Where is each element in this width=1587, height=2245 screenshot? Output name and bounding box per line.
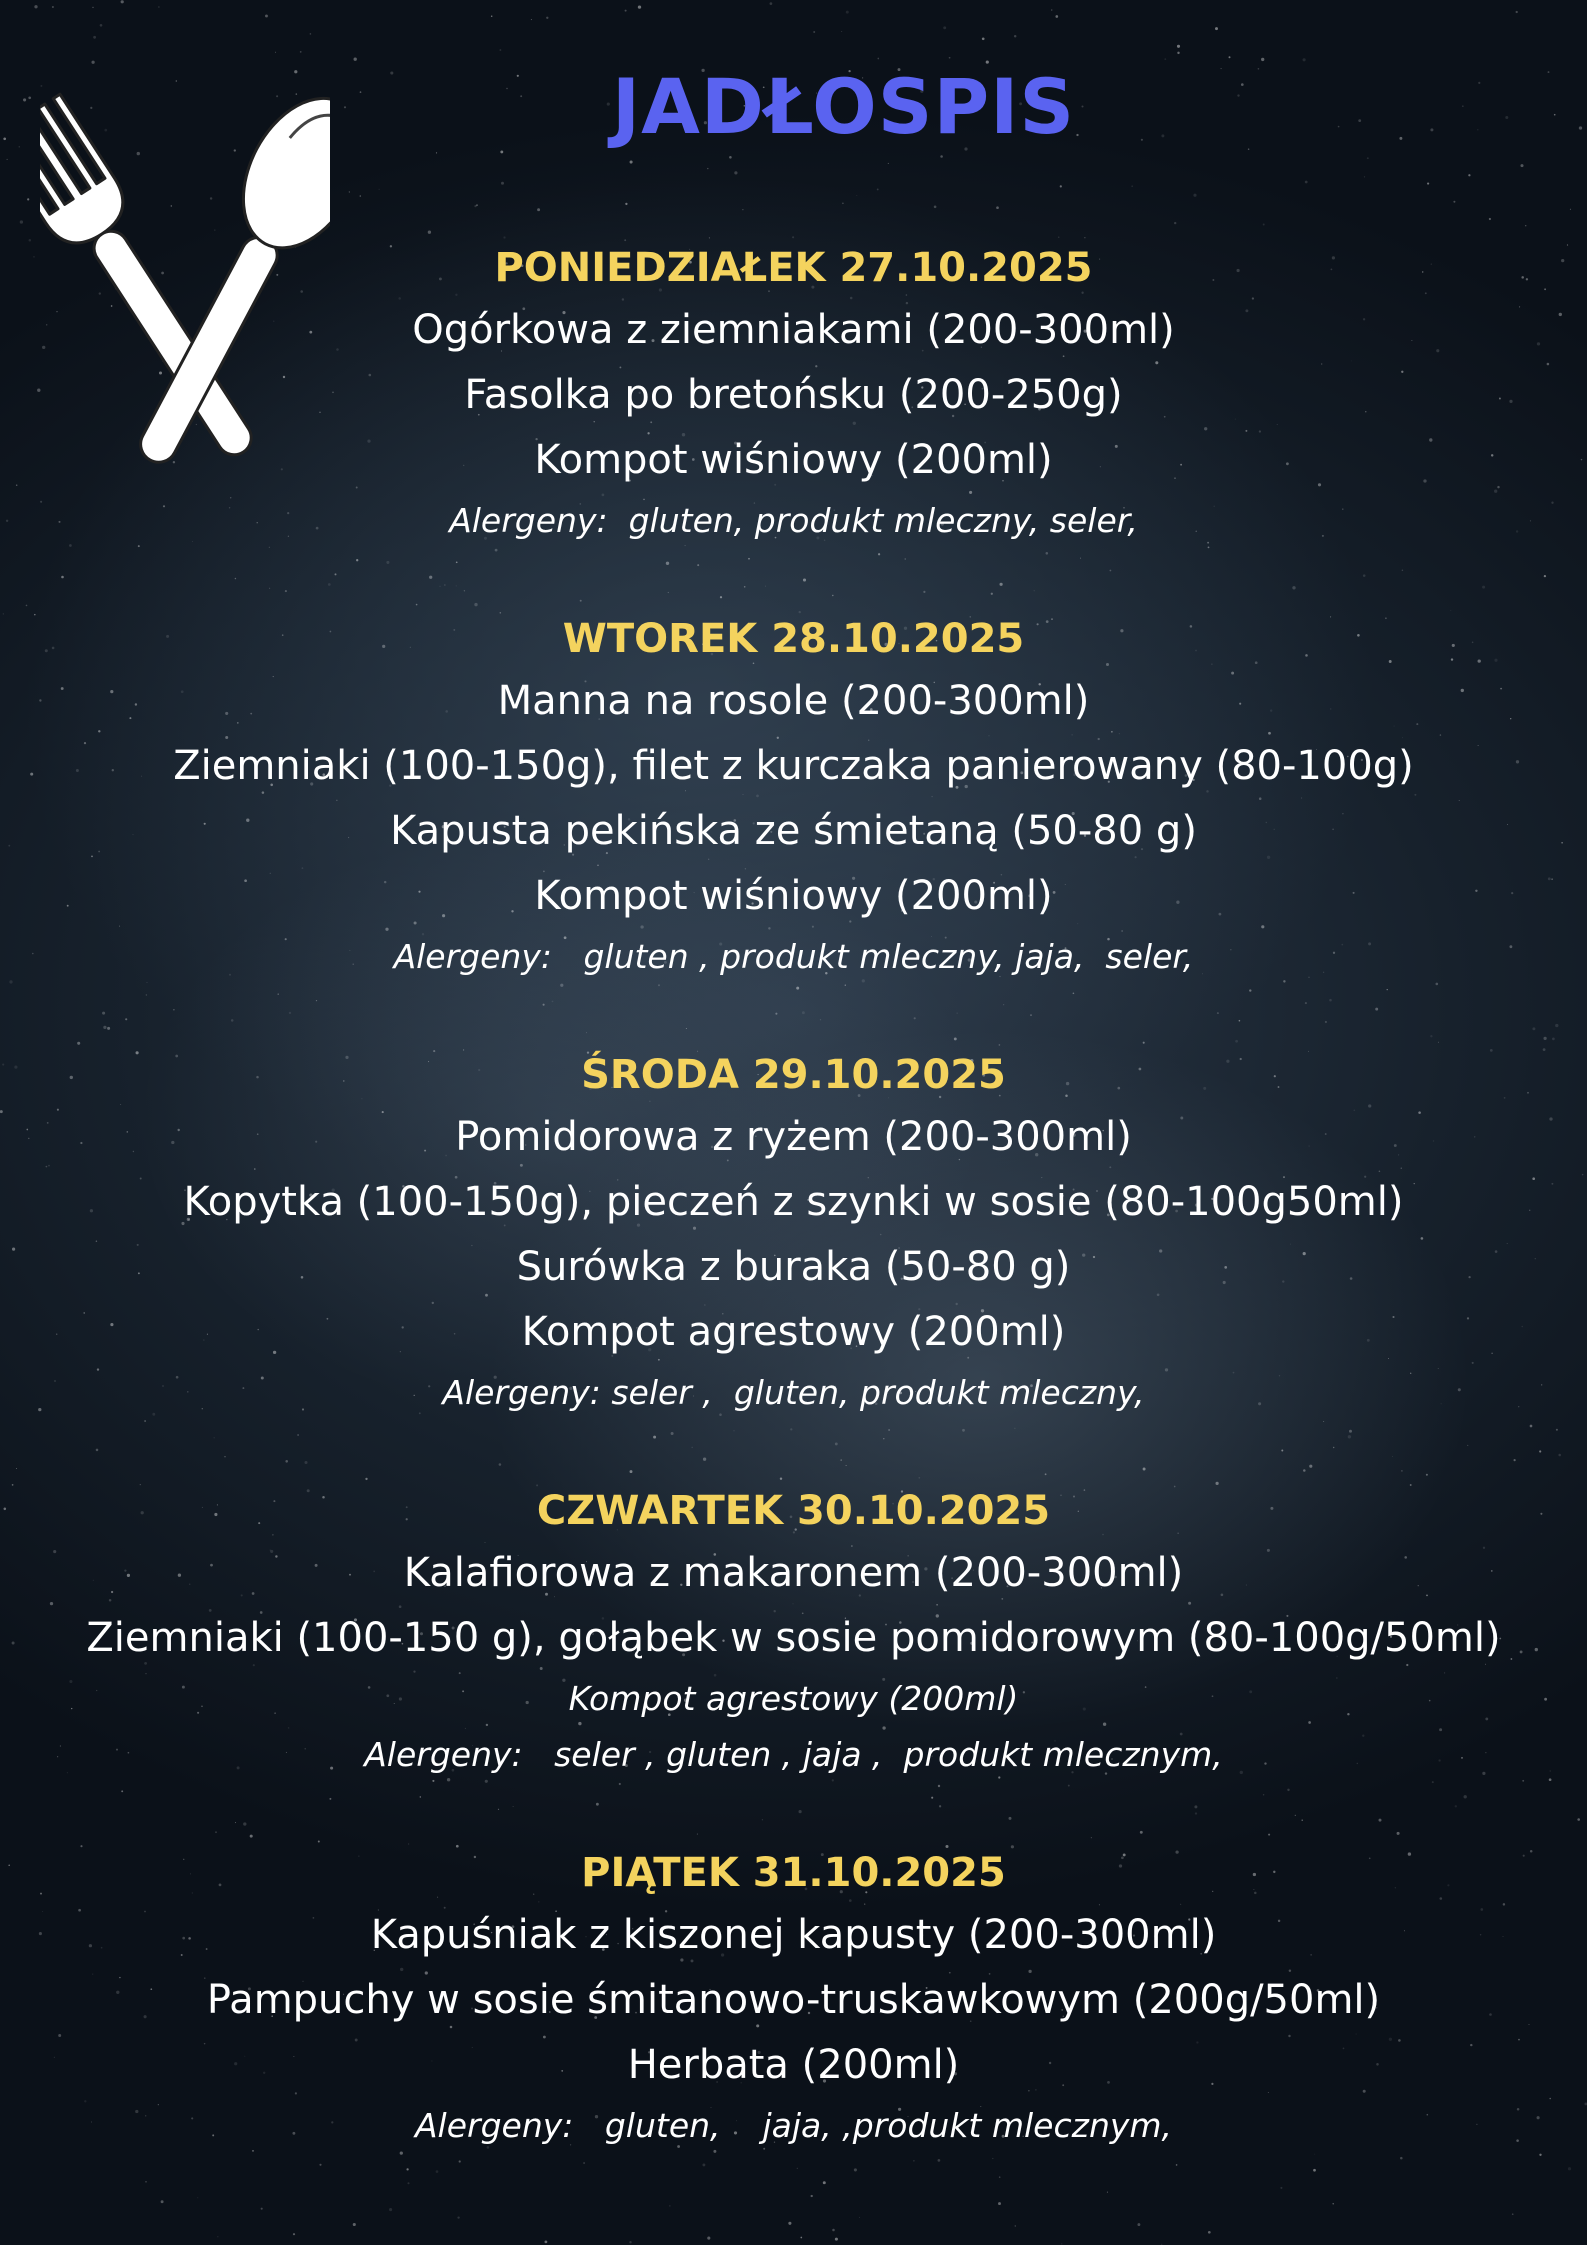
day-heading: WTOREK 28.10.2025 xyxy=(562,616,1025,662)
dish-item: Kopytka (100-150g), pieczeń z szynki w sosie (80-100g50ml) xyxy=(183,1179,1404,1225)
day-heading: ŚRODA 29.10.2025 xyxy=(581,1052,1006,1098)
day-wednesday xyxy=(0,1045,1587,1421)
dish-item: Surówka z buraka (50-80 g) xyxy=(516,1244,1071,1290)
dish-item: Manna na rosole (200-300ml) xyxy=(497,678,1090,724)
dish-item: Herbata (200ml) xyxy=(627,2042,960,2088)
dish-item: Kapuśniak z kiszonej kapusty (200-300ml) xyxy=(370,1912,1217,1958)
allergens-line: Alergeny: gluten , produkt mleczny, jaja, seler, xyxy=(393,937,1194,976)
dish-item: Ziemniaki (100-150g), filet z kurczaka panierowany (80-100g) xyxy=(173,743,1414,789)
dish-item: Kapusta pekińska ze śmietaną (50-80 g) xyxy=(390,808,1197,854)
weekly-menu xyxy=(0,238,1587,2214)
day-heading: PIĄTEK 31.10.2025 xyxy=(581,1850,1006,1896)
dish-item: Ogórkowa z ziemniakami (200-300ml) xyxy=(412,307,1175,353)
day-friday xyxy=(0,1843,1587,2154)
dish-item: Fasolka po bretońsku (200-250g) xyxy=(464,372,1123,418)
day-heading: CZWARTEK 30.10.2025 xyxy=(536,1488,1051,1534)
dish-item: Kalafiorowa z makaronem (200-300ml) xyxy=(403,1550,1184,1596)
day-tuesday xyxy=(0,609,1587,985)
dish-item-italic: Kompot agrestowy (200ml) xyxy=(568,1679,1019,1718)
day-thursday xyxy=(0,1481,1587,1783)
dish-item: Pampuchy w sosie śmitanowo-truskawkowym (200g/50ml) xyxy=(206,1977,1381,2023)
allergens-line: Alergeny: seler , gluten , jaja , produkt mlecznym, xyxy=(364,1735,1223,1774)
allergens-line: Alergeny: gluten, produkt mleczny, seler, xyxy=(449,501,1138,540)
dish-item: Kompot agrestowy (200ml) xyxy=(521,1309,1066,1355)
page-title: JADŁOSPIS xyxy=(611,62,1076,151)
day-heading: PONIEDZIAŁEK 27.10.2025 xyxy=(494,245,1093,291)
dish-item: Ziemniaki (100-150 g), gołąbek w sosie pomidorowym (80-100g/50ml) xyxy=(86,1615,1501,1661)
day-monday xyxy=(0,238,1587,549)
dish-item: Kompot wiśniowy (200ml) xyxy=(534,873,1053,919)
allergens-line: Alergeny: seler , gluten, produkt mleczny, xyxy=(442,1373,1145,1412)
allergens-line: Alergeny: gluten, jaja, ,produkt mlecznym, xyxy=(414,2106,1173,2145)
dish-item: Pomidorowa z ryżem (200-300ml) xyxy=(455,1114,1132,1160)
dish-item: Kompot wiśniowy (200ml) xyxy=(534,437,1053,483)
